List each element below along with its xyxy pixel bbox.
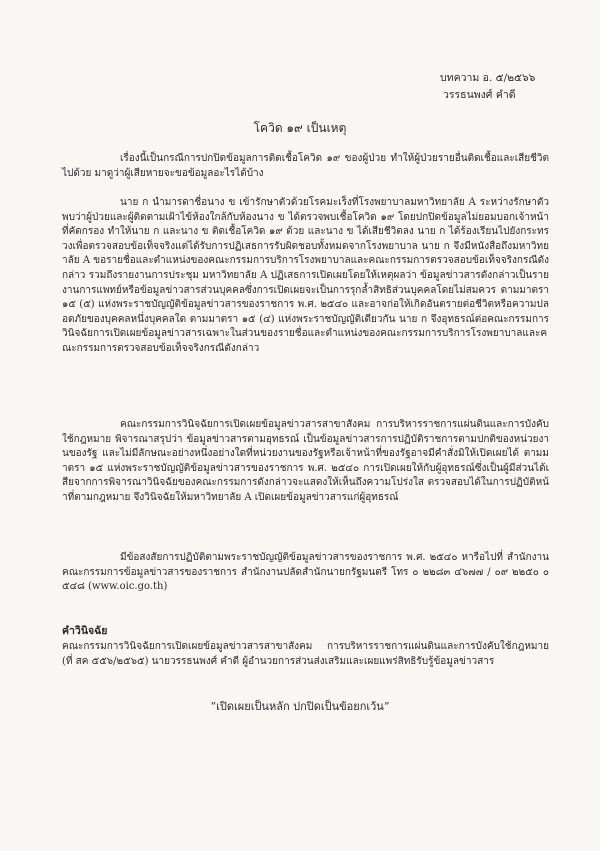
document-title: โควิด ๑๙ เป็นเหตุ (253, 121, 347, 135)
reference-number: บทความ อ. ๕/๒๕๖๖ (440, 72, 536, 84)
committee-decision-text: คณะกรรมการวินิจฉัยการเปิดเผยข้อมูลข่าวสารสาขาสังคม การบริหารราชการแผ่นดินและการบังคับใช้กฎหมาย พิจารณาสรุปว่า ข้อมูลข่าวสารตามอุทธรณ์ เป็นข้อมูลข่าวสารการปฏิบัติราชการตามปกติของหน่วยงานของรัฐ และไม่มีลักษณะอย่างหนึ่งอย่างใดที่หน่วยงานของรัฐหรือเจ้าหน้าที่ของรัฐอาจมีคำสั่งมิให้เปิดเผยได้ ตามมาตรา ๑๕ แห่งพระราชบัญญัติข้อมูลข่าวสารของราชการ พ.ศ. ๒๕๔๐ การเปิดเผยให้กับผู้อุทธรณ์ซึ่งเป็นผู้มีส่วนได้เสียจากการพิจารณาวินิจฉัยของคณะกรรมการดังกล่าวจะแสดงให้เห็นถึงความโปร่งใส ตรวจสอบได้ในการปฏิบัติหน้าที่ตามกฎหมาย จึงวินิจฉัยให้มหาวิทยาลัย A เปิดเผยข้อมูลข่าวสารแก่ผู้อุทธรณ์ (62, 419, 549, 503)
verdict-paragraph (62, 640, 549, 669)
contact-text: มีข้อสงสัยการปฏิบัติตามพระราชบัญญัติข้อมูลข่าวสารของราชการ พ.ศ. ๒๕๔๐ หารือไปที่ สำนักงานคณะกรรมการข้อมูลข่าวสารของราชการ สำนักงานปลัดสำนักนายกรัฐมนตรี โทร ๐ ๒๒๘๓ ๔๖๗๗ / ๐๙ ๒๒๕๐ ๐๕๔๘ (www.oic.go.th) (62, 552, 549, 593)
committee-decision-paragraph (62, 418, 549, 506)
verdict-text: คณะกรรมการวินิจฉัยการเปิดเผยข้อมูลข่าวสารสาขาสังคม การบริหารราชการแผ่นดินและการบังคับใช้กฎหมาย (ที่ สค ๕๕๖/๒๕๖๕) นายวรรธนพงศ์ คำดี ผู้อำนวยการส่วนส่งเสริมและเผยแพร่สิทธิรับรู้ข้อมูลข่าวสาร (62, 641, 549, 667)
article-reference (440, 70, 535, 104)
case-facts-text: นาย ก นำมารดาชื่อนาง ข เข้ารักษาตัวด้วยโรคมะเร็งที่โรงพยาบาลมหาวิทยาลัย A ระหว่างรักษาตัวพบว่าผู้ป่วยและผู้ติดตามเฝ้าไข้ห้องใกล้กับห้องนาง ข ได้ตรวจพบเชื้อโควิด ๑๙ โดยปกปิดข้อมูลไม่ยอมบอกเจ้าหน้าที่คัดกรอง ทำให้นาย ก และนาง ข ติดเชื้อโควิด ๑๙ ด้วย และนาง ข ได้เสียชีวิตลง นาย ก ได้ร้องเรียนไปยังกระทรวงเพื่อตรวจสอบข้อเท็จจริงแต่ได้รับการปฏิเสธการรับผิดชอบทั้งหมดจากโรงพยาบาล นาย ก จึงมีหนังสือถึงมหาวิทยาลัย A ขอรายชื่อและตำแหน่งของคณะกรรมการบริการโรงพยาบาลและคณะกรรมการตรวจสอบข้อเท็จจริงกรณีดังกล่าว รวมถึงรายงานการประชุม มหาวิทยาลัย A ปฏิเสธการเปิดเผยโดยให้เหตุผลว่า ข้อมูลข่าวสารดังกล่าวเป็นรายงานการแพทย์หรือข้อมูลข่าวสารส่วนบุคคลซึ่งการเปิดเผยจะเป็นการรุกล้ำสิทธิส่วนบุคคลโดยไม่สมควร ตามมาตรา ๑๕ (๕) แห่งพระราชบัญญัติข้อมูลข่าวสารของราชการ พ.ศ. ๒๕๔๐ และอาจก่อให้เกิดอันตรายต่อชีวิตหรือความปลอดภัยของบุคคลหนึ่งบุคคลใด ตามมาตรา ๑๕ (๔) แห่งพระราชบัญญัติเดียวกัน นาย ก จึงอุทธรณ์ต่อคณะกรรมการวินิจฉัยการเปิดเผยข้อมูลข่าวสารเฉพาะในส่วนของรายชื่อและตำแหน่งของคณะกรรมการบริการโรงพยาบาลและคณะกรรมการตรวจสอบข้อเท็จจริงกรณีดังกล่าว (62, 197, 549, 354)
intro-paragraph (62, 152, 549, 181)
intro-text: เรื่องนี้เป็นกรณีการปกปิดข้อมูลการติดเชื้อโควิด ๑๙ ของผู้ป่วย ทำให้ผู้ป่วยรายอื่นติดเชื้อและเสียชีวิตไปด้วย มาดูว่าผู้เสียหายจะขอข้อมูลอะไรได้บ้าง (62, 153, 549, 179)
contact-paragraph (62, 551, 549, 595)
verdict-heading: คำวินิจฉัย (62, 625, 108, 637)
motto: “เปิดเผยเป็นหลัก ปกปิดเป็นข้อยกเว้น” (210, 700, 390, 713)
author-name: วรรธนพงศ์ คำดี (443, 89, 516, 101)
case-facts-paragraph (62, 196, 549, 357)
